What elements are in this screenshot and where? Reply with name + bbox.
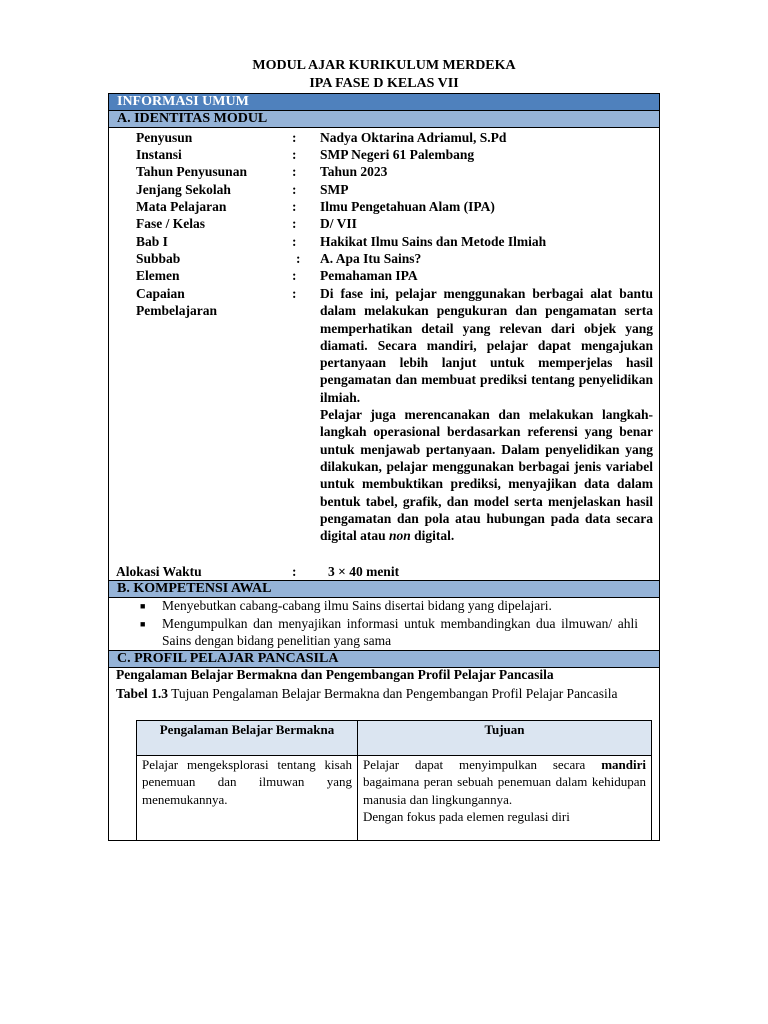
table-cell-tujuan [358, 756, 652, 841]
tujuan-bold: mandiri [601, 757, 646, 772]
table-header-pengalaman: Pengalaman Belajar Bermakna [137, 721, 358, 756]
value-penyusun: Nadya Oktarina Adriamul, S.Pd [320, 130, 507, 145]
bullet-icon: ■ [140, 601, 146, 611]
capaian-paragraph-1: Di fase ini, pelajar menggunakan berbagai alat bantu dalam melakukan pengukuran dan pengamatan serta memperhatikan detail yang relevan dari objek yang diamati. Secara mandiri, pelajar dapat mengajukan pertanyaan lebih lanjut untuk memperjelas hasil pengamatan dan membuat prediksi tentang penyelidikan ilmiah. [320, 286, 653, 405]
value-tahun-penyusunan: Tahun 2023 [320, 164, 388, 179]
table-row [137, 756, 652, 841]
value-jenjang-sekolah: SMP [320, 182, 349, 197]
label-alokasi-waktu: Alokasi Waktu [116, 564, 202, 579]
label-subbab: Subbab [136, 251, 181, 266]
colon: : [292, 234, 297, 249]
section-identitas-modul: A. IDENTITAS MODUL [108, 110, 660, 128]
colon: : [292, 182, 297, 197]
label-fase-kelas: Fase / Kelas [136, 216, 205, 231]
document-subtitle: IPA FASE D KELAS VII [309, 76, 459, 91]
profil-table [136, 720, 652, 841]
table-header-tujuan: Tujuan [358, 721, 652, 756]
section-profil-pelajar-pancasila: C. PROFIL PELAJAR PANCASILA [108, 650, 660, 668]
kompetensi-item-1: Menyebutkan cabang-cabang ilmu Sains disertai bidang yang dipelajari. [162, 598, 552, 613]
table-label-line: Tabel 1.3 [116, 686, 169, 701]
section-informasi-umum: INFORMASI UMUM [108, 93, 660, 111]
kompetensi-item-2: Mengumpulkan dan menyajikan informasi untuk membandingkan dua ilmuwan/ ahli Sains dengan bidang penelitian yang sama [162, 616, 638, 649]
table-caption-line: Tujuan Pengalaman Belajar Bermakna dan Pengembangan Profil Pelajar Pancasila [168, 686, 618, 701]
colon: : [292, 216, 297, 231]
label-bab: Bab I [136, 234, 168, 249]
profil-heading: Pengalaman Belajar Bermakna dan Pengembangan Profil Pelajar Pancasila [116, 667, 554, 682]
colon: : [296, 251, 301, 266]
value-bab: Hakikat Ilmu Sains dan Metode Ilmiah [320, 234, 547, 249]
tujuan-text-a: Pelajar dapat menyimpulkan secara [363, 757, 602, 772]
capaian-paragraph-2-text: Pelajar juga merencanakan dan melakukan langkah-langkah operasional berdasarkan referensi yang benar untuk menjawab pertanyaan. Dalam penyelidikan yang dilakukan, pelajar menggunakan berbagai jenis variabel untuk membuktikan prediksi, menyajikan data dalam bentuk tabel, grafik, dan model serta menjelaskan hasil pengamatan dan pola atau hubungan pada data secara digital atau [320, 407, 653, 544]
bullet-icon: ■ [140, 619, 146, 629]
colon: : [292, 564, 297, 579]
label-jenjang-sekolah: Jenjang Sekolah [136, 182, 231, 197]
label-mata-pelajaran: Mata Pelajaran [136, 199, 227, 214]
value-subbab: A. Apa Itu Sains? [320, 251, 422, 266]
value-instansi: SMP Negeri 61 Palembang [320, 147, 475, 162]
capaian-paragraph-2 [320, 406, 653, 544]
colon: : [292, 199, 297, 214]
tujuan-text-c: Dengan fokus pada elemen regulasi diri [363, 808, 570, 824]
label-penyusun: Penyusun [136, 130, 193, 145]
capaian-pembelajaran-text [320, 285, 653, 544]
colon: : [292, 164, 297, 179]
label-elemen: Elemen [136, 268, 180, 283]
capaian-paragraph-2-end: digital. [410, 528, 455, 544]
colon: : [292, 268, 297, 283]
value-fase-kelas: D/ VII [320, 216, 357, 231]
section-kompetensi-awal: B. KOMPETENSI AWAL [108, 580, 660, 598]
label-capaian: Capaian [136, 286, 185, 301]
colon: : [292, 130, 297, 145]
colon: : [292, 286, 297, 301]
tujuan-text-b: bagaimana peran sebuah penemuan dalam kehidupan manusia dan lingkungannya. [363, 774, 646, 807]
value-alokasi-waktu: 3 × 40 menit [328, 564, 400, 579]
label-tahun-penyusunan: Tahun Penyusunan [136, 164, 247, 179]
value-mata-pelajaran: Ilmu Pengetahuan Alam (IPA) [320, 199, 495, 214]
label-pembelajaran: Pembelajaran [136, 303, 217, 318]
colon: : [292, 147, 297, 162]
table-cell-pengalaman: Pelajar mengeksplorasi tentang kisah penemuan dan ilmuwan yang menemukannya. [137, 756, 358, 841]
capaian-italic-word: non [389, 528, 411, 544]
value-elemen: Pemahaman IPA [320, 268, 418, 283]
document-title: MODUL AJAR KURIKULUM MERDEKA [252, 58, 516, 73]
label-instansi: Instansi [136, 147, 182, 162]
